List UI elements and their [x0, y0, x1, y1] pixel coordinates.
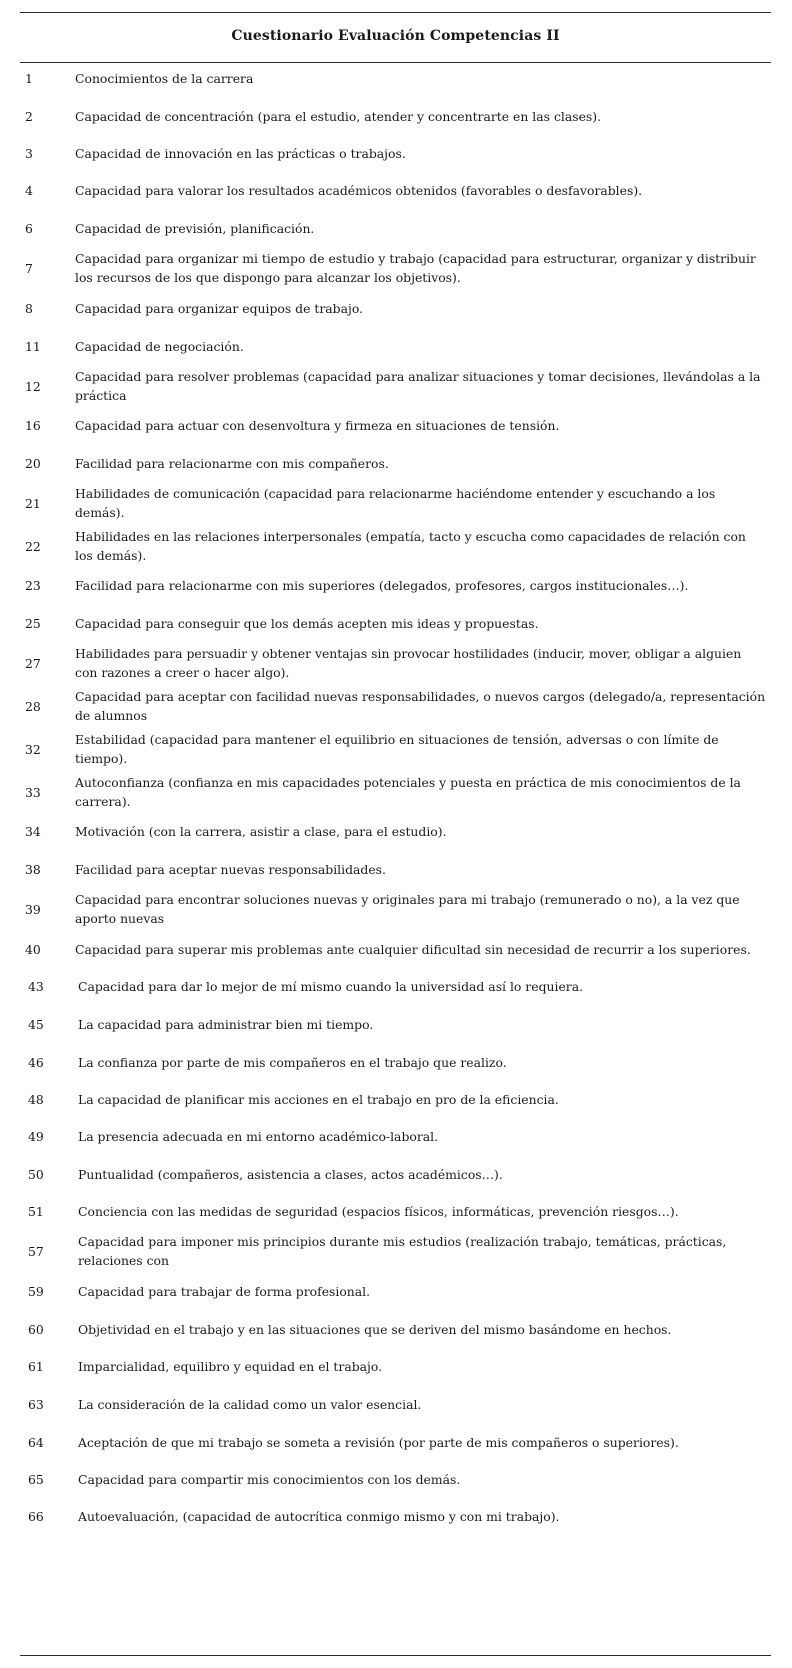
item-number: 51 [28, 1203, 44, 1219]
item-number: 60 [28, 1321, 44, 1337]
item-number: 61 [28, 1358, 44, 1374]
item-number: 64 [28, 1434, 44, 1450]
item-description: Capacidad de previsión, planificación. [75, 220, 315, 236]
item-description: Habilidades en las relaciones interpersonales (empatía, tacto y escucha como capacidades de relación con los demás). [75, 529, 746, 563]
item-description: Estabilidad (capacidad para mantener el equilibrio en situaciones de tensión, adversas o con límite de tiempo). [75, 732, 719, 766]
item-description: Capacidad para superar mis problemas ante cualquier dificultad sin necesidad de recurrir a los superiores. [75, 941, 751, 957]
item-number: 7 [25, 260, 33, 276]
item-description: Capacidad para resolver problemas (capacidad para analizar situaciones y tomar decisiones, llevándolas a la práctica [75, 369, 761, 403]
item-number: 25 [25, 615, 41, 631]
item-number: 28 [25, 698, 41, 714]
item-description: Capacidad para organizar equipos de trabajo. [75, 300, 363, 316]
item-description: Capacidad para imponer mis principios durante mis estudios (realización trabajo, temáticas, prácticas, relaciones con [78, 1234, 727, 1268]
item-description: Capacidad para trabajar de forma profesional. [78, 1283, 371, 1299]
item-description: Habilidades de comunicación (capacidad para relacionarme haciéndome entender y escuchando a los demás). [75, 486, 716, 520]
item-number: 21 [25, 495, 41, 511]
table-bottom-rule [20, 1655, 771, 1656]
item-number: 6 [25, 220, 33, 236]
item-description: Puntualidad (compañeros, asistencia a clases, actos académicos…). [78, 1166, 503, 1182]
item-number: 38 [25, 861, 41, 877]
item-description: Capacidad para conseguir que los demás acepten mis ideas y propuestas. [75, 615, 539, 631]
item-number: 59 [28, 1283, 44, 1299]
item-description: Capacidad para valorar los resultados académicos obtenidos (favorables o desfavorables). [75, 182, 643, 198]
item-number: 33 [25, 784, 41, 800]
item-number: 8 [25, 300, 33, 316]
item-number: 57 [28, 1243, 44, 1259]
item-description: Facilidad para aceptar nuevas responsabilidades. [75, 861, 386, 877]
item-description: Aceptación de que mi trabajo se someta a revisión (por parte de mis compañeros o superiores). [78, 1434, 679, 1450]
table-title: Cuestionario Evaluación Competencias II [231, 28, 560, 44]
item-number: 1 [25, 70, 33, 86]
item-description: Motivación (con la carrera, asistir a clase, para el estudio). [75, 823, 447, 839]
item-number: 45 [28, 1016, 44, 1032]
item-description: Autoevaluación, (capacidad de autocrítica conmigo mismo y con mi trabajo). [78, 1508, 560, 1524]
item-number: 27 [25, 655, 41, 671]
item-number: 32 [25, 741, 41, 757]
item-description: Objetividad en el trabajo y en las situaciones que se deriven del mismo basándome en hechos. [78, 1321, 672, 1337]
item-description: Autoconfianza (confianza en mis capacidades potenciales y puesta en práctica de mis conocimientos de la carrera). [75, 775, 741, 809]
item-description: Capacidad para encontrar soluciones nuevas y originales para mi trabajo (remunerado o no), a la vez que aporto nuevas [75, 892, 740, 926]
item-description: Capacidad para actuar con desenvoltura y firmeza en situaciones de tensión. [75, 417, 560, 433]
item-number: 3 [25, 145, 33, 161]
item-number: 65 [28, 1471, 44, 1487]
item-number: 16 [25, 417, 41, 433]
item-description: Capacidad de innovación en las prácticas o trabajos. [75, 145, 406, 161]
item-number: 20 [25, 455, 41, 471]
table-header-rule [20, 62, 771, 63]
item-number: 49 [28, 1128, 44, 1144]
item-description: Capacidad para organizar mi tiempo de estudio y trabajo (capacidad para estructurar, organizar y distribuir los recursos de los que dispongo para alcanzar los objetivos). [75, 251, 756, 285]
item-number: 23 [25, 577, 41, 593]
item-number: 48 [28, 1091, 44, 1107]
item-number: 46 [28, 1054, 44, 1070]
item-number: 4 [25, 182, 33, 198]
item-number: 43 [28, 978, 44, 994]
item-description: Capacidad para dar lo mejor de mí mismo cuando la universidad así lo requiera. [78, 978, 584, 994]
item-description: Imparcialidad, equilibro y equidad en el trabajo. [78, 1358, 383, 1374]
item-description: La capacidad de planificar mis acciones en el trabajo en pro de la eficiencia. [78, 1091, 559, 1107]
item-description: Capacidad de concentración (para el estudio, atender y concentrarte en las clases). [75, 108, 602, 124]
item-description: Facilidad para relacionarme con mis superiores (delegados, profesores, cargos institucionales…). [75, 577, 689, 593]
item-number: 2 [25, 108, 33, 124]
item-description: Conciencia con las medidas de seguridad (espacios físicos, informáticas, prevención riesgos…). [78, 1203, 679, 1219]
item-number: 11 [25, 338, 41, 354]
item-description: Conocimientos de la carrera [75, 70, 254, 86]
item-description: Capacidad para aceptar con facilidad nuevas responsabilidades, o nuevos cargos (delegado/a, representación de alumnos [75, 689, 766, 723]
item-description: Habilidades para persuadir y obtener ventajas sin provocar hostilidades (inducir, mover, obligar a alguien con razones a creer o hacer algo). [75, 646, 742, 680]
item-description: La capacidad para administrar bien mi tiempo. [78, 1016, 374, 1032]
item-number: 22 [25, 538, 41, 554]
item-number: 34 [25, 823, 41, 839]
item-number: 40 [25, 941, 41, 957]
item-number: 50 [28, 1166, 44, 1182]
item-description: Capacidad de negociación. [75, 338, 244, 354]
item-number: 66 [28, 1508, 44, 1524]
item-number: 63 [28, 1396, 44, 1412]
item-description: Facilidad para relacionarme con mis compañeros. [75, 455, 389, 471]
item-description: Capacidad para compartir mis conocimientos con los demás. [78, 1471, 461, 1487]
item-description: La consideración de la calidad como un valor esencial. [78, 1396, 422, 1412]
item-number: 12 [25, 378, 41, 394]
table-top-rule [20, 12, 771, 13]
item-number: 39 [25, 901, 41, 917]
item-description: La presencia adecuada en mi entorno académico-laboral. [78, 1128, 439, 1144]
item-description: La confianza por parte de mis compañeros en el trabajo que realizo. [78, 1054, 507, 1070]
